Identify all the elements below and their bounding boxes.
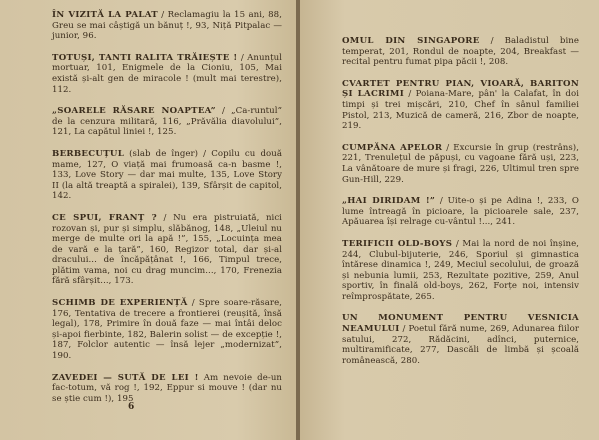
entry-heading: OMUL DIN SINGAPORE	[342, 36, 480, 46]
entry-text: / Reclamagiu la 15 ani, 88, Greu se mai câștigă un bănuț !, 93, Niță Pitpalac — junior, 96.	[52, 10, 282, 42]
entry-heading: BERBECUȚUL	[52, 148, 125, 159]
entry-text: / Poiana-Mare, pân' la Calafat, în doi timpi și trei mișcări, 210, Chef în sânul familiei Pistol, 213, Muzică de cameră, 216, Zbor de noapte, 219.	[342, 89, 579, 132]
entry-heading: CVARTET PENTRU PIAN, VIOARĂ, BARITON ȘI LACRIMI	[342, 78, 579, 100]
toc-entry	[52, 298, 282, 362]
toc-entry	[342, 36, 579, 68]
entry-heading: „SOARELE RĂSARE NOAPTEA”	[52, 106, 216, 117]
toc-entry	[52, 53, 282, 95]
entry-heading: TOTUȘI, TANTI RALITA TRĂIEȘTE !	[52, 52, 238, 63]
entry-text: / Anunțul mortuar, 101, Enigmele de la Cioniu, 105, Mai există și-alt gen de miracole ! (mult mai terestre), 112.	[52, 52, 283, 95]
right-entries	[300, 0, 599, 377]
entry-heading: „HAI DIRIDAM !”	[342, 196, 436, 207]
entry-text: / Poetul fără nume, 269, Adunarea fiilor satului, 272, Rădăcini, adînci, puternice, multiramificate, 277, Dascăli de limbă și școală românească, 280.	[342, 324, 579, 366]
entry-text: Am nevoie de-un fac-totum, vă rog !, 192, Eppur si mouve ! (dar nu se știe cum !), 195	[52, 372, 282, 404]
entry-text: / Uite-o și pe Adina !, 233, O lume întreagă în picioare, la picioarele sale, 237, Apăuarea își relrage cu-vântul !..., 241.	[342, 196, 579, 228]
entry-heading: TERIFICII OLD-BOYS	[342, 238, 453, 249]
toc-entry	[52, 373, 282, 405]
entry-text: / Mai la nord de noi înșine, 244, Clubul-bijuterie, 246, Sporiul și gimnastica întărese dinamica !, 249, Meciul secolului, de groază și nebunia lumii, 253, Rezultate pozitive, 259, Anul sportiv, în finală old-boys, 262, Forțe noi, intensiv reîmprospătate, 265.	[342, 238, 579, 302]
entry-heading: ÎN VIZITĂ LA PALAT	[52, 10, 158, 20]
entry-heading: CUMPĂNA APELOR	[342, 142, 443, 153]
toc-entry	[342, 196, 579, 228]
entry-heading: UN MONUMENT PENTRU VESNICIA NEAMULUI	[342, 313, 579, 335]
entry-text: / Excursie în grup (restrâns), 221, Trenulețul de păpuși, cu vagoane fără uși, 223, La vânătoare de mure și fragi, 226, Ultimul tren spre Gun-Hill, 229.	[342, 142, 579, 185]
toc-entry	[52, 10, 282, 42]
right-page	[300, 0, 599, 440]
toc-entry	[342, 313, 579, 366]
entry-text: / „Ca-runtul” de la cenzura militară, 116, „Prăvălia diavolului”, 121, La capătul liniei !, 125.	[52, 106, 283, 138]
entry-text: / Nu era pistruiată, nici rozovan și, pur și simplu, slăbănog, 148, „Uleiul nu merge de multe ori la apă !”, 155, „Locuința mea de vară e la țară”, 160, Regizor total, dar și-al dracului... de încăpățânat !, 166, Timpul trece, plătim vama, noi cu drag muncim..., 170, Frenezia fără sfârșit..., 173.	[52, 212, 282, 287]
left-page	[0, 0, 296, 440]
left-entries	[0, 0, 296, 415]
entry-text: (slab de înger) / Copilu cu două mame, 127, O viață mai frumoasă ca-n basme !, 133, Love Story — dar mai multe, 135, Love Story II (la altă treaptă a spiralei), 139, Sfârșit de capitol, 142.	[52, 148, 282, 202]
entry-text: / Baladistul bine temperat, 201, Rondul de noapte, 204, Breakfast — recital pentru fumat pipa păcii !, 208.	[342, 36, 579, 68]
toc-entry	[342, 79, 579, 132]
entry-heading: SCHIMB DE EXPERIENȚĂ	[52, 298, 188, 309]
entry-text: / Spre soare-răsare, 176, Tentativa de trecere a frontierei (reușită, însă legal), 178, Primire în două faze — mai întâi deloc și-apoi fierbinte, 182, Balerin solist — de excepție !, 187, Folclor autentic — însă lejer „modernizat”, 190.	[52, 298, 283, 362]
entry-heading: CE SPUI, FRANȚ ?	[52, 212, 157, 223]
toc-entry	[342, 143, 579, 185]
toc-entry	[52, 213, 282, 287]
toc-entry	[52, 149, 282, 202]
entry-heading: ZAVEDEI — SUTĂ DE LEI !	[52, 372, 199, 383]
toc-entry	[342, 239, 579, 303]
toc-entry	[52, 106, 282, 138]
page-number: 6	[128, 402, 135, 412]
